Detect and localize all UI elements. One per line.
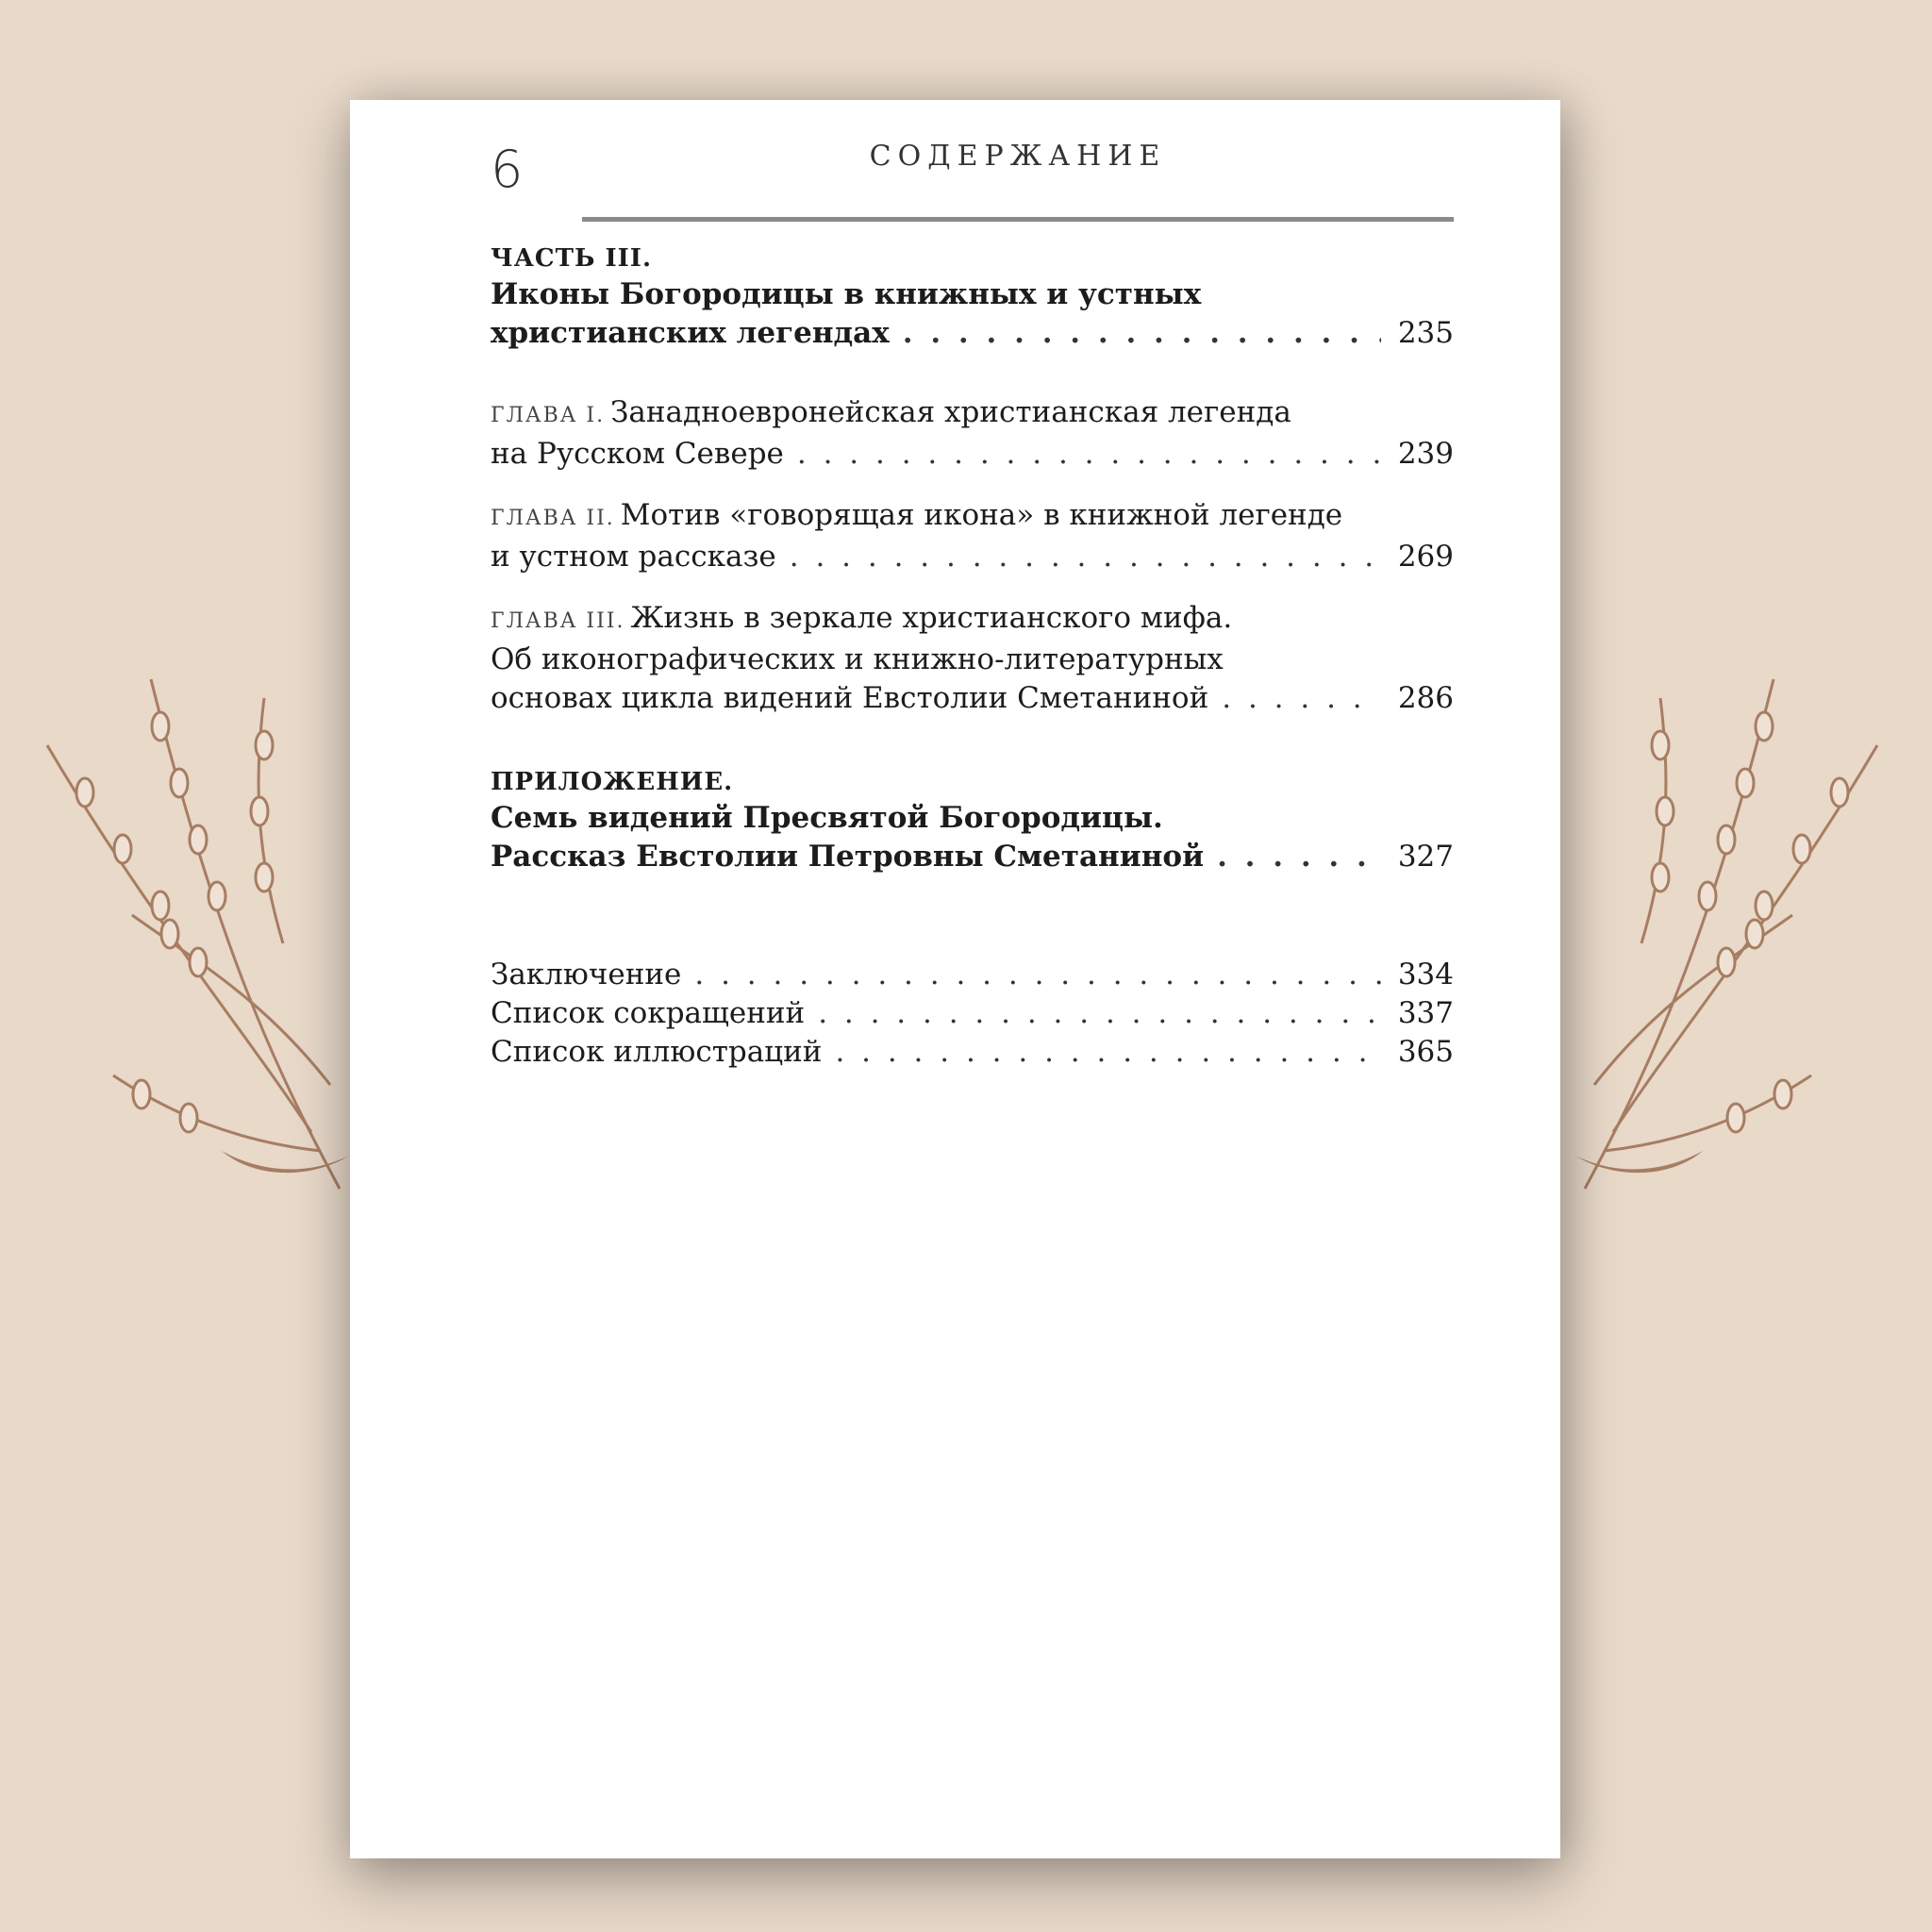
chapter-title-line: Мотив «говорящая икона» в книжной легенде (620, 498, 1343, 532)
dot-leader (797, 435, 1381, 474)
toc-entry-illustrations[interactable] (491, 1033, 1454, 1072)
page-reference: 337 (1397, 996, 1454, 1030)
page-reference: 334 (1397, 958, 1454, 991)
dot-leader (1217, 838, 1381, 876)
dot-leader (790, 538, 1381, 576)
page-reference: 235 (1397, 316, 1454, 350)
willow-branch-right (1557, 660, 1896, 1226)
toc-entry-conclusion[interactable] (491, 956, 1454, 994)
toc-entry-chapter-1[interactable] (491, 393, 1454, 474)
toc-entry-appendix[interactable] (491, 765, 1454, 876)
toc-entry-abbreviations[interactable] (491, 994, 1454, 1033)
appendix-label: ПРИЛОЖЕНИЕ. (491, 768, 734, 796)
chapter-title-line: Жизнь в зеркале христианского мифа. (630, 601, 1233, 635)
chapter-title-line: Занадноевронейская христианская легенда (610, 395, 1291, 429)
appendix-title-line: Рассказ Евстолии Петровны Сметаниной (491, 840, 1205, 874)
part-title-line: Иконы Богородицы в книжных и устных (491, 277, 1202, 311)
header-rule (582, 217, 1454, 222)
appendix-title-line: Семь видений Пресвятой Богородицы. (491, 801, 1163, 835)
dot-leader (903, 314, 1381, 353)
page-header (491, 138, 1454, 242)
chapter-label: ГЛАВА III. (491, 609, 625, 633)
running-title: СОДЕРЖАНИЕ (869, 140, 1167, 173)
chapter-title-line: основах цикла видений Евстолии Сметаниной (491, 681, 1209, 715)
dot-leader (1222, 679, 1381, 718)
page-reference: 286 (1397, 681, 1454, 715)
toc-entry-chapter-3[interactable] (491, 599, 1454, 718)
back-matter (491, 956, 1454, 1072)
book-page (350, 100, 1560, 1858)
chapter-label: ГЛАВА II. (491, 507, 615, 530)
page-reference: 327 (1397, 840, 1454, 874)
back-matter-title: Список иллюстраций (491, 1035, 823, 1069)
table-of-contents (491, 138, 1454, 1072)
page-reference: 269 (1397, 540, 1454, 574)
dot-leader (694, 956, 1380, 994)
toc-entry-part-3[interactable] (491, 242, 1454, 353)
willow-branch-left (28, 660, 368, 1226)
chapter-label: ГЛАВА I. (491, 404, 606, 427)
dot-leader (818, 994, 1381, 1033)
page-reference: 239 (1397, 437, 1454, 471)
back-matter-title: Список сокращений (491, 996, 806, 1030)
part-title-line: христианских легендах (491, 316, 890, 350)
part-label: ЧАСТЬ III. (491, 244, 653, 273)
back-matter-title: Заключение (491, 958, 682, 991)
page-number: 6 (491, 140, 524, 199)
chapter-title-line: и устном рассказе (491, 540, 776, 574)
toc-entry-chapter-2[interactable] (491, 496, 1454, 576)
chapter-title-line: Об иконографических и книжно-литературных (491, 642, 1224, 676)
dot-leader (835, 1033, 1380, 1072)
page-reference: 365 (1397, 1035, 1454, 1069)
chapter-title-line: на Русском Севере (491, 437, 784, 471)
